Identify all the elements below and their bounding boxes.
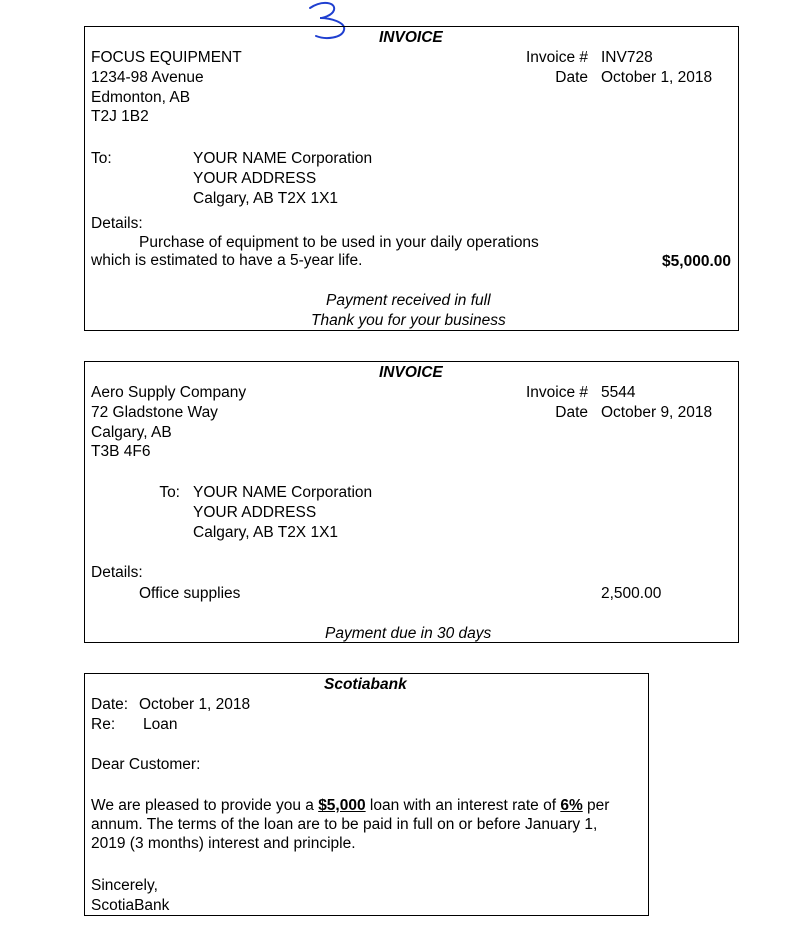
invoice-title: INVOICE [379,364,443,381]
to-label: To: [159,484,180,501]
invoice-amount: 2,500.00 [601,585,662,602]
letter-body [91,796,641,856]
details-item: Office supplies [139,585,241,602]
scotiabank-loan-letter [84,673,649,916]
letter-re: Loan [143,716,178,733]
letter-signature: ScotiaBank [91,897,170,914]
recipient-name: YOUR NAME Corporation [193,150,373,167]
letter-date-label: Date: [91,696,129,713]
vendor-name: Aero Supply Company [91,384,247,401]
recipient-address: YOUR ADDRESS [193,504,317,521]
invoice-date: October 9, 2018 [601,404,713,421]
to-label: To: [91,150,112,167]
letter-body-line-2: annum. The terms of the loan are to be paid in full on or before January 1, [91,816,598,833]
invoice-focus-equipment [84,26,739,331]
invoice-amount: $5,000.00 [662,253,731,270]
letter-re-label: Re: [91,716,116,733]
letter-closing: Sincerely, [91,877,158,894]
vendor-city: Edmonton, AB [91,89,191,106]
footer-payment-received: Payment received in full [326,292,491,309]
vendor-postal: T2J 1B2 [91,108,149,125]
body-text: per [582,797,610,814]
recipient-address: YOUR ADDRESS [193,170,317,187]
recipient-city: Calgary, AB T2X 1X1 [193,524,339,541]
letter-greeting: Dear Customer: [91,756,201,773]
vendor-city: Calgary, AB [91,424,172,441]
invoice-number-label: Invoice # [525,384,588,401]
vendor-street: 72 Gladstone Way [91,404,218,421]
invoice-number: INV728 [601,49,653,66]
vendor-name: FOCUS EQUIPMENT [91,49,242,66]
details-line-1: Purchase of equipment to be used in your daily operations [139,234,539,251]
invoice-number-label: Invoice # [525,49,588,66]
invoice-date-label: Date [555,404,588,421]
footer-payment-due: Payment due in 30 days [325,625,492,642]
details-label: Details: [91,215,143,232]
letter-body-line-1 [91,796,609,816]
letter-title: Scotiabank [324,676,407,693]
details-line-2: which is estimated to have a 5-year life. [91,252,363,269]
vendor-postal: T3B 4F6 [91,443,151,460]
invoice-date-label: Date [555,69,588,86]
details-label: Details: [91,564,143,581]
letter-date: October 1, 2018 [139,696,251,713]
vendor-street: 1234-98 Avenue [91,69,204,86]
interest-rate: 6% [560,797,583,814]
recipient-city: Calgary, AB T2X 1X1 [193,190,339,207]
invoice-title: INVOICE [379,29,443,46]
loan-amount: $5,000 [318,797,366,814]
invoice-number: 5544 [601,384,636,401]
letter-body-line-3: 2019 (3 months) interest and principle. [91,835,356,852]
footer-thank-you: Thank you for your business [311,312,506,329]
recipient-name: YOUR NAME Corporation [193,484,373,501]
invoice-date: October 1, 2018 [601,69,713,86]
body-text: loan with an interest rate of [365,797,561,814]
body-text: We are pleased to provide you a [91,797,319,814]
invoice-aero-supply [84,361,739,643]
